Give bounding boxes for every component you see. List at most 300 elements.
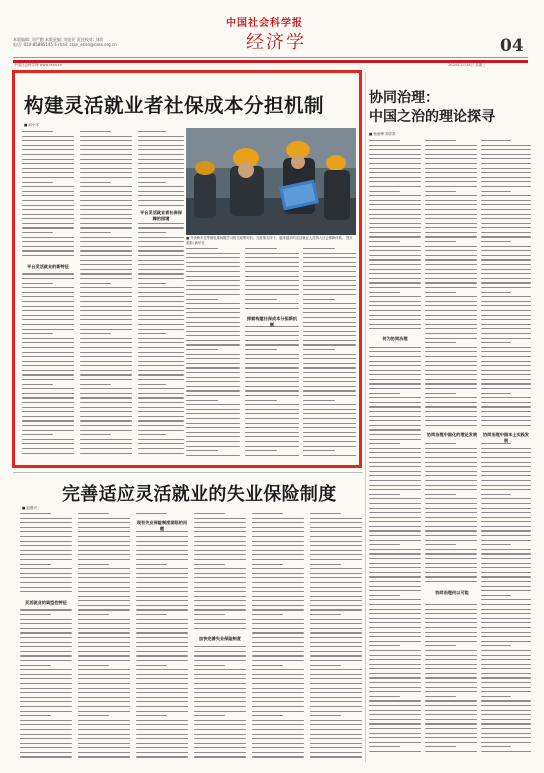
text-line: [78, 738, 130, 739]
text-line: [425, 471, 477, 472]
text-line: [481, 549, 531, 550]
text-line: [425, 250, 477, 251]
text-line: [481, 471, 531, 472]
text-line: [186, 326, 240, 327]
text-line: [194, 582, 246, 583]
text-line: [481, 273, 531, 274]
text-line: [425, 140, 456, 141]
text-line: [481, 668, 531, 669]
text-line: [310, 518, 362, 519]
text-line: [186, 248, 218, 249]
text-line: [136, 596, 188, 597]
text-line: [303, 409, 356, 410]
text-line: [22, 453, 74, 454]
text-line: [245, 308, 299, 309]
text-line: [20, 628, 72, 629]
text-line: [186, 303, 240, 304]
text-line: [80, 352, 132, 353]
text-line: [194, 536, 246, 537]
text-line: [138, 338, 184, 339]
text-line: [310, 646, 362, 647]
text-line: [136, 669, 188, 670]
text-line: [194, 564, 225, 565]
text-line: [138, 384, 166, 385]
bottom-article-column-2: [78, 513, 130, 761]
text-line: [80, 186, 132, 187]
text-line: [22, 177, 74, 178]
text-line: [369, 696, 400, 697]
text-line: [369, 223, 421, 224]
text-line: [481, 416, 531, 417]
text-line: [22, 352, 74, 353]
text-line: [78, 743, 130, 744]
text-line: [20, 683, 72, 684]
text-line: [369, 567, 421, 568]
text-line: [369, 406, 421, 407]
text-line: [481, 618, 531, 619]
text-line: [136, 536, 188, 537]
text-line: [138, 269, 184, 270]
text-line: [80, 163, 132, 164]
text-line: [136, 701, 188, 702]
text-line: [22, 227, 74, 228]
text-line: [369, 521, 421, 522]
text-line: [138, 246, 184, 247]
text-line: [194, 729, 246, 730]
text-line: [425, 443, 456, 444]
text-line: [310, 697, 362, 698]
text-line: [310, 734, 362, 735]
text-line: [425, 296, 477, 297]
text-line: [303, 381, 356, 382]
text-line: [22, 379, 74, 380]
text-line: [138, 205, 184, 206]
text-line: [481, 517, 531, 518]
text-line: [80, 342, 132, 343]
text-line: [425, 214, 477, 215]
text-line: [369, 604, 421, 605]
text-line: [78, 642, 130, 643]
text-line: [425, 696, 456, 697]
text-line: [252, 683, 304, 684]
text-line: [80, 246, 132, 247]
text-line: [80, 324, 132, 325]
text-line: [245, 404, 299, 405]
text-line: [303, 446, 356, 447]
text-line: [481, 677, 531, 678]
text-line: [369, 416, 421, 417]
text-line: [425, 324, 477, 325]
bottom-subhead-1: 灵活就业的典型性特征: [25, 600, 67, 605]
text-line: [136, 747, 188, 748]
text-line: [138, 200, 184, 201]
text-line: [22, 448, 74, 449]
text-line: [136, 706, 188, 707]
text-line: [303, 289, 356, 290]
text-line: [138, 145, 184, 146]
text-line: [481, 347, 531, 348]
text-line: [138, 430, 184, 431]
text-line: [481, 448, 531, 449]
text-line: [303, 262, 356, 263]
text-line: [245, 271, 299, 272]
text-line: [80, 209, 132, 210]
text-line: [22, 209, 74, 210]
text-line: [481, 310, 531, 311]
text-line: [80, 283, 111, 284]
text-line: [481, 324, 531, 325]
text-line: [245, 257, 299, 258]
text-line: [252, 531, 304, 532]
text-line: [369, 273, 421, 274]
text-line: [310, 683, 362, 684]
text-line: [369, 714, 421, 715]
text-line: [80, 149, 132, 150]
text-line: [252, 711, 304, 712]
text-line: [425, 563, 477, 564]
text-line: [20, 545, 72, 546]
text-line: [481, 512, 531, 513]
text-line: [369, 466, 421, 467]
text-line: [252, 697, 304, 698]
text-line: [481, 742, 531, 743]
text-line: [22, 195, 74, 196]
text-line: [369, 632, 421, 633]
text-line: [303, 312, 356, 313]
text-line: [20, 665, 51, 666]
text-line: [481, 305, 531, 306]
text-line: [425, 457, 477, 458]
text-line: [22, 163, 74, 164]
text-line: [303, 349, 335, 350]
right-article-column-1: [369, 140, 421, 756]
text-line: [481, 315, 531, 316]
text-line: [425, 236, 477, 237]
text-line: [78, 632, 130, 633]
text-line: [20, 752, 72, 753]
text-line: [80, 241, 132, 242]
bottom-article-title: 完善适应灵活就业的失业保险制度: [62, 484, 337, 505]
text-line: [425, 503, 477, 504]
text-line: [136, 678, 188, 679]
text-line: [138, 227, 184, 228]
text-line: [80, 136, 132, 137]
text-line: [481, 379, 531, 380]
text-line: [369, 411, 421, 412]
text-line: [80, 255, 132, 256]
text-line: [303, 271, 356, 272]
text-line: [78, 619, 130, 620]
text-line: [425, 383, 477, 384]
text-line: [186, 404, 240, 405]
text-line: [138, 182, 166, 183]
text-line: [138, 393, 184, 394]
text-line: [310, 550, 362, 551]
text-line: [310, 660, 362, 661]
date-line: 2024年2月14日 星期三: [448, 63, 486, 67]
text-line: [310, 706, 362, 707]
text-line: [303, 372, 356, 373]
text-line: [78, 724, 130, 725]
text-line: [136, 688, 188, 689]
text-line: [22, 411, 74, 412]
text-line: [369, 347, 421, 348]
text-line: [369, 517, 421, 518]
text-line: [80, 397, 132, 398]
text-line: [136, 568, 188, 569]
text-line: [481, 659, 531, 660]
text-line: [80, 319, 132, 320]
text-line: [425, 645, 456, 646]
text-line: [20, 743, 72, 744]
text-line: [481, 223, 531, 224]
text-line: [369, 140, 400, 141]
text-line: [425, 411, 477, 412]
text-line: [369, 471, 421, 472]
text-line: [425, 338, 477, 339]
text-line: [425, 632, 477, 633]
text-line: [136, 752, 188, 753]
text-line: [80, 159, 132, 160]
text-line: [369, 508, 421, 509]
text-line: [245, 441, 299, 442]
text-line: [80, 269, 132, 270]
text-line: [369, 475, 421, 476]
text-line: [245, 276, 299, 277]
text-line: [22, 384, 53, 385]
bottom-article-column-1: [20, 513, 72, 761]
text-line: [20, 541, 72, 542]
text-line: [481, 498, 531, 499]
text-line: [369, 457, 421, 458]
text-line: [136, 692, 188, 693]
column-gap: [425, 599, 477, 603]
text-line: [80, 191, 132, 192]
text-line: [303, 257, 356, 258]
text-line: [22, 416, 74, 417]
text-line: [481, 682, 531, 683]
text-line: [194, 545, 246, 546]
text-line: [138, 140, 184, 141]
text-line: [369, 292, 400, 293]
text-line: [369, 365, 421, 366]
text-line: [425, 379, 477, 380]
text-line: [252, 637, 304, 638]
text-line: [22, 241, 74, 242]
text-line: [481, 406, 531, 407]
text-line: [369, 609, 421, 610]
text-line: [369, 191, 400, 192]
text-line: [245, 349, 277, 350]
text-line: [310, 655, 362, 656]
text-line: [136, 711, 188, 712]
text-line: [22, 420, 74, 421]
text-line: [252, 573, 304, 574]
text-line: [186, 418, 240, 419]
text-line: [194, 559, 246, 560]
text-line: [138, 195, 184, 196]
text-line: [369, 241, 400, 242]
text-line: [425, 232, 477, 233]
text-line: [80, 365, 132, 366]
text-line: [425, 406, 477, 407]
text-line: [186, 395, 240, 396]
text-line: [20, 587, 72, 588]
text-line: [310, 715, 341, 716]
text-line: [425, 576, 477, 577]
text-line: [481, 452, 531, 453]
text-line: [22, 365, 74, 366]
text-line: [481, 246, 531, 247]
text-line: [78, 591, 130, 592]
text-line: [481, 186, 531, 187]
text-line: [186, 276, 240, 277]
text-line: [303, 294, 356, 295]
text-line: [78, 609, 130, 610]
main-subhead-2: 平台灵活就业者社保保障的困境: [140, 210, 182, 221]
text-line: [80, 227, 132, 228]
text-line: [194, 628, 246, 629]
text-line: [369, 641, 421, 642]
text-line: [22, 237, 74, 238]
text-line: [425, 714, 477, 715]
text-line: [22, 301, 74, 302]
text-line: [252, 692, 304, 693]
text-line: [138, 420, 184, 421]
text-line: [369, 204, 421, 205]
text-line: [22, 370, 74, 371]
text-line: [78, 747, 130, 748]
masthead: [0, 0, 544, 70]
text-line: [186, 400, 218, 401]
text-line: [425, 195, 477, 196]
column-gap: [20, 596, 72, 600]
text-line: [481, 301, 531, 302]
text-line: [369, 296, 421, 297]
text-line: [252, 550, 304, 551]
text-line: [245, 294, 299, 295]
text-line: [136, 600, 188, 601]
text-line: [136, 614, 167, 615]
text-line: [136, 513, 167, 514]
text-line: [80, 250, 132, 251]
text-line: [425, 700, 477, 701]
text-line: [194, 678, 246, 679]
text-line: [80, 411, 132, 412]
text-line: [481, 425, 531, 426]
news-photo: [186, 128, 356, 235]
text-line: [245, 299, 277, 300]
text-line: [481, 149, 531, 150]
text-line: [245, 455, 299, 456]
text-line: [252, 609, 304, 610]
text-line: [78, 651, 130, 652]
text-line: [138, 136, 184, 137]
text-line: [310, 738, 362, 739]
text-line: [78, 646, 130, 647]
text-line: [481, 232, 531, 233]
text-line: [20, 637, 72, 638]
main-article-column-3: [138, 131, 184, 457]
text-line: [481, 351, 531, 352]
text-line: [303, 432, 356, 433]
text-line: [481, 636, 531, 637]
text-line: [22, 407, 74, 408]
text-line: [245, 446, 299, 447]
text-line: [310, 632, 362, 633]
text-line: [78, 568, 130, 569]
text-line: [481, 627, 531, 628]
text-line: [310, 559, 362, 560]
text-line: [78, 752, 130, 753]
text-line: [136, 582, 188, 583]
text-line: [20, 642, 72, 643]
text-line: [481, 200, 531, 201]
text-line: [138, 287, 184, 288]
text-line: [22, 443, 74, 444]
column-gap: [194, 642, 246, 646]
text-line: [22, 356, 74, 357]
text-line: [303, 276, 356, 277]
text-line: [22, 374, 74, 375]
text-line: [303, 423, 356, 424]
text-line: [245, 289, 299, 290]
masthead-meta: 本版编辑: 刘严勤 本版责编: 刘安民 责任校对: 刘欣 电话: 010-85885145 E-mail: cssn_econ@cass.org.cn: [13, 37, 117, 47]
text-line: [186, 266, 240, 267]
text-line: [138, 301, 184, 302]
text-line: [425, 544, 456, 545]
text-line: [369, 209, 421, 210]
text-line: [369, 622, 421, 623]
text-line: [310, 669, 362, 670]
masthead-rule-thin: [13, 57, 528, 58]
text-line: [369, 227, 421, 228]
text-line: [369, 512, 421, 513]
text-line: [22, 255, 74, 256]
text-line: [80, 420, 132, 421]
text-line: [194, 738, 246, 739]
text-line: [78, 596, 130, 597]
text-line: [310, 531, 362, 532]
text-line: [425, 246, 477, 247]
text-line: [20, 614, 51, 615]
text-line: [80, 195, 132, 196]
text-line: [369, 250, 421, 251]
text-line: [80, 214, 132, 215]
text-line: [425, 728, 477, 729]
text-line: [186, 446, 240, 447]
text-line: [369, 742, 421, 743]
text-line: [138, 324, 184, 325]
text-line: [20, 729, 72, 730]
text-line: [194, 623, 246, 624]
text-line: [369, 719, 421, 720]
text-line: [369, 195, 421, 196]
text-line: [138, 163, 184, 164]
text-line: [310, 623, 362, 624]
text-line: [138, 443, 184, 444]
text-line: [369, 158, 421, 159]
text-line: [136, 619, 188, 620]
text-line: [310, 619, 362, 620]
text-line: [369, 379, 421, 380]
text-line: [186, 340, 240, 341]
text-line: [425, 416, 477, 417]
text-line: [194, 600, 246, 601]
text-line: [369, 544, 400, 545]
text-line: [369, 236, 421, 237]
text-line: [138, 177, 184, 178]
